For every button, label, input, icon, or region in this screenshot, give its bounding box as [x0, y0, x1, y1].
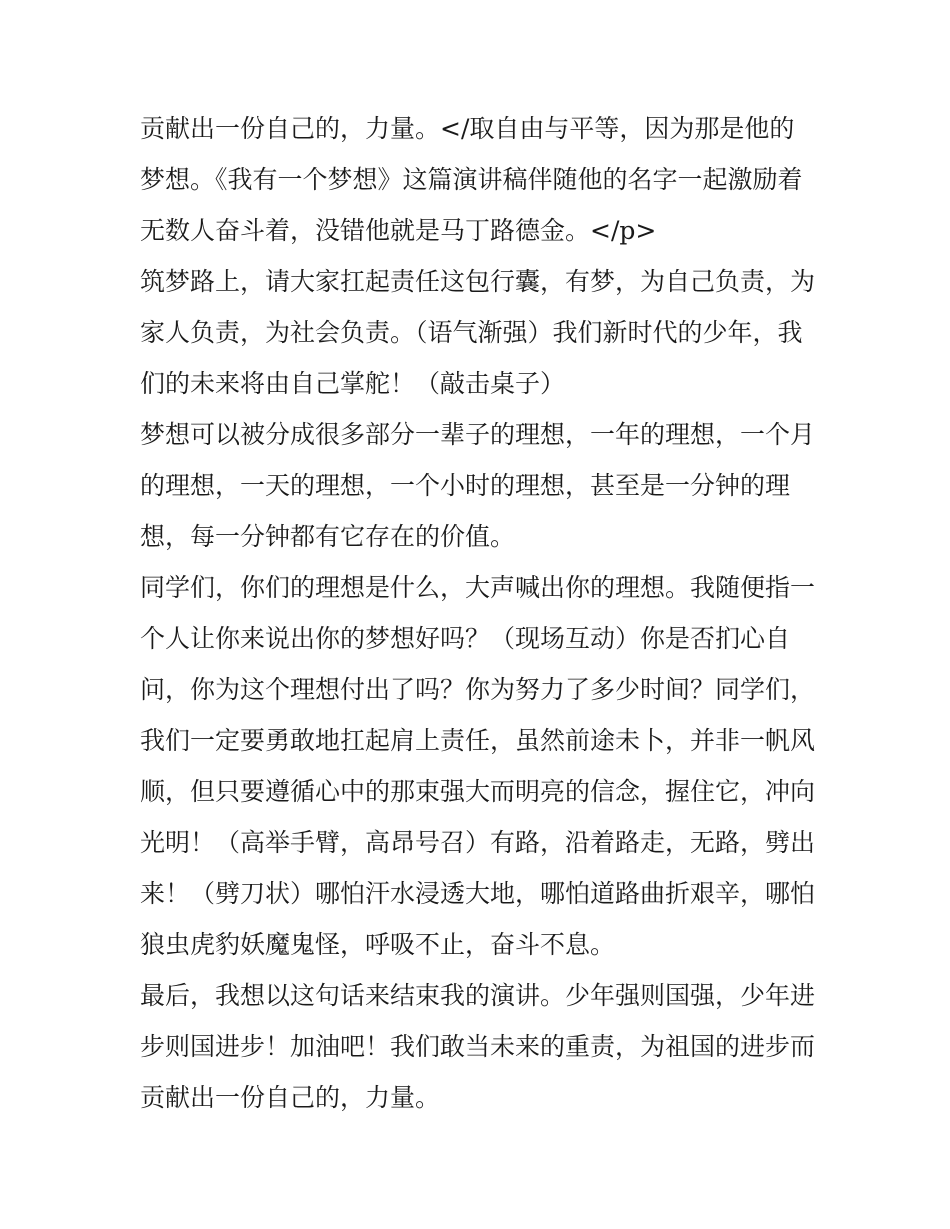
- text-line: 问，你为这个理想付出了吗？你为努力了多少时间？同学们，: [140, 675, 816, 704]
- text-line: 狼虫虎豹妖魔鬼怪，呼吸不止，奋斗不息。: [140, 930, 616, 959]
- text-line: 无数人奋斗着，没错他就是马丁路德金。</p>: [140, 216, 657, 245]
- text-line: 我们一定要勇敢地扛起肩上责任，虽然前途未卜，并非一帆风: [140, 726, 816, 755]
- text-line: 同学们，你们的理想是什么，大声喊出你的理想。我随便指一: [140, 573, 816, 602]
- text-line: 来！（劈刀状）哪怕汗水浸透大地，哪怕道路曲折艰辛，哪怕: [140, 879, 816, 908]
- text-line: 想，每一分钟都有它存在的价值。: [140, 522, 516, 551]
- text-line: 最后，我想以这句话来结束我的演讲。少年强则国强，少年进: [140, 981, 816, 1010]
- text-line: 贡献出一份自己的，力量。: [140, 1083, 441, 1112]
- text-line: 的理想，一天的理想，一个小时的理想，甚至是一分钟的理: [140, 471, 791, 500]
- text-line: 们的未来将由自己掌舵！（敲击桌子）: [140, 369, 566, 398]
- text-line: 家人负责，为社会负责。（语气渐强）我们新时代的少年，我: [140, 318, 803, 347]
- text-line: 梦想。《我有一个梦想》这篇演讲稿伴随他的名字一起激励着: [140, 165, 803, 194]
- text-line: 步则国进步！加油吧！我们敢当未来的重责，为祖国的进步而: [140, 1032, 816, 1061]
- text-line: 个人让你来说出你的梦想好吗？（现场互动）你是否扪心自: [140, 624, 791, 653]
- text-line: 光明！（高举手臂，高昂号召）有路，沿着路走，无路，劈出: [140, 828, 816, 857]
- text-line: 贡献出一份自己的，力量。</取自由与平等，因为那是他的: [140, 114, 795, 143]
- text-line: 筑梦路上，请大家扛起责任这包行囊，有梦，为自己负责，为: [140, 267, 816, 296]
- text-line: 梦想可以被分成很多部分一辈子的理想，一年的理想，一个月: [140, 420, 816, 449]
- text-line: 顺，但只要遵循心中的那束强大而明亮的信念，握住它，冲向: [140, 777, 816, 806]
